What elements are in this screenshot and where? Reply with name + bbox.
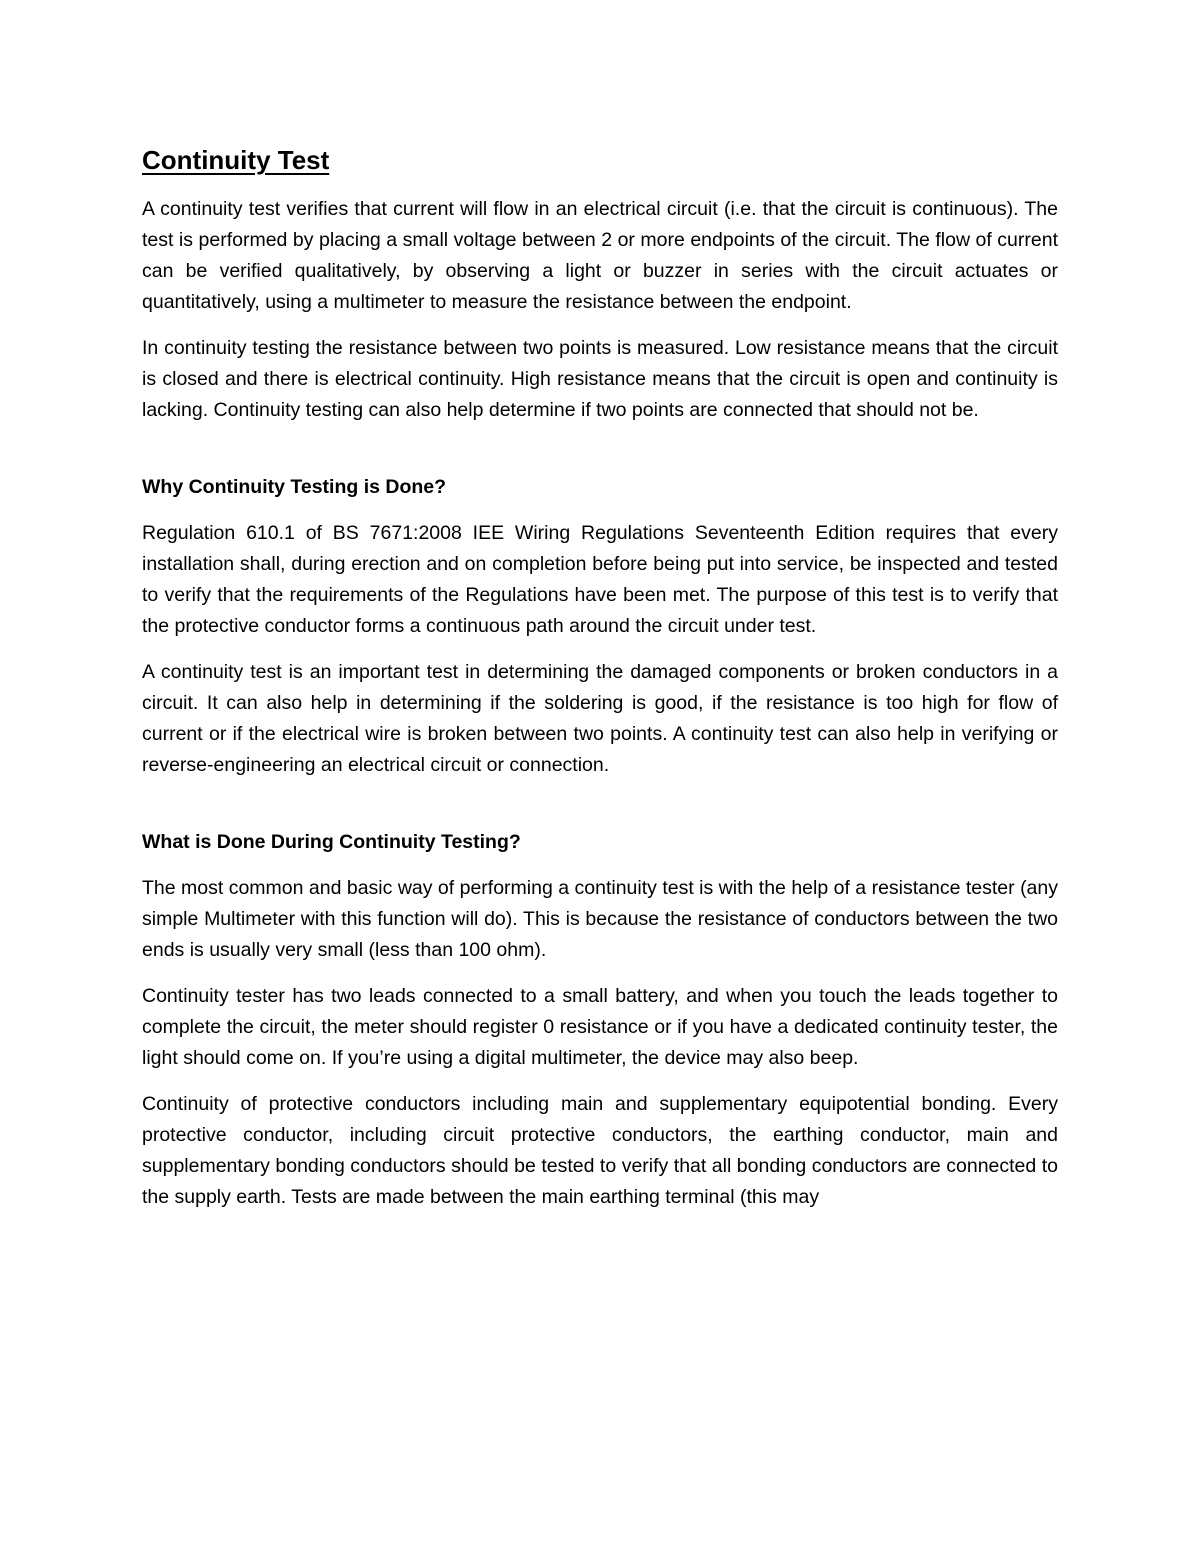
what-paragraph-1: The most common and basic way of performing a continuity test is with the help of a resistance tester (any simple Multimeter with this function will do). This is because the resistance of conductors between the two ends is usually very small (less than 100 ohm). xyxy=(142,877,1058,961)
why-paragraph-1: Regulation 610.1 of BS 7671:2008 IEE Wiring Regulations Seventeenth Edition requires that every installation shall, during erection and on completion before being put into service, be inspected and tested to verify that the requirements of the Regulations have been met. The purpose of this test is to verify that the protective conductor forms a continuous path around the circuit under test. xyxy=(142,522,1058,637)
document-page xyxy=(142,140,1058,1228)
why-paragraph-2: A continuity test is an important test in determining the damaged components or broken conductors in a circuit. It can also help in determining if the soldering is good, if the resistance is too high for flow of current or if the electrical wire is broken between two points. A continuity test can also help in verifying or reverse-engineering an electrical circuit or connection. xyxy=(142,661,1058,776)
section-heading-why: Why Continuity Testing is Done? xyxy=(142,476,447,498)
intro-paragraph-2: In continuity testing the resistance between two points is measured. Low resistance means that the circuit is closed and there is electrical continuity. High resistance means that the circuit is open and continuity is lacking. Continuity testing can also help determine if two points are connected that should not be. xyxy=(142,337,1058,421)
what-paragraph-2: Continuity tester has two leads connected to a small battery, and when you touch the leads together to complete the circuit, the meter should register 0 resistance or if you have a dedicated continuity tester, the light should come on. If you’re using a digital multimeter, the device may also beep. xyxy=(142,985,1058,1069)
document-title: Continuity Test xyxy=(142,145,330,175)
intro-paragraph-1: A continuity test verifies that current will flow in an electrical circuit (i.e. that the circuit is continuous). The test is performed by placing a small voltage between 2 or more endpoints of the circuit. The flow of current can be verified qualitatively, by observing a light or buzzer in series with the circuit actuates or quantitatively, using a multimeter to measure the resistance between the endpoint. xyxy=(142,198,1058,313)
section-spacer xyxy=(142,441,1058,472)
section-heading-what: What is Done During Continuity Testing? xyxy=(142,831,521,853)
what-paragraph-3: Continuity of protective conductors including main and supplementary equipotential bonding. Every protective conductor, including circuit protective conductors, the earthing conductor, main and supplementary bonding conductors should be tested to verify that all bonding conductors are connected to the supply earth. Tests are made between the main earthing terminal (this may xyxy=(142,1093,1058,1208)
section-spacer xyxy=(142,796,1058,827)
